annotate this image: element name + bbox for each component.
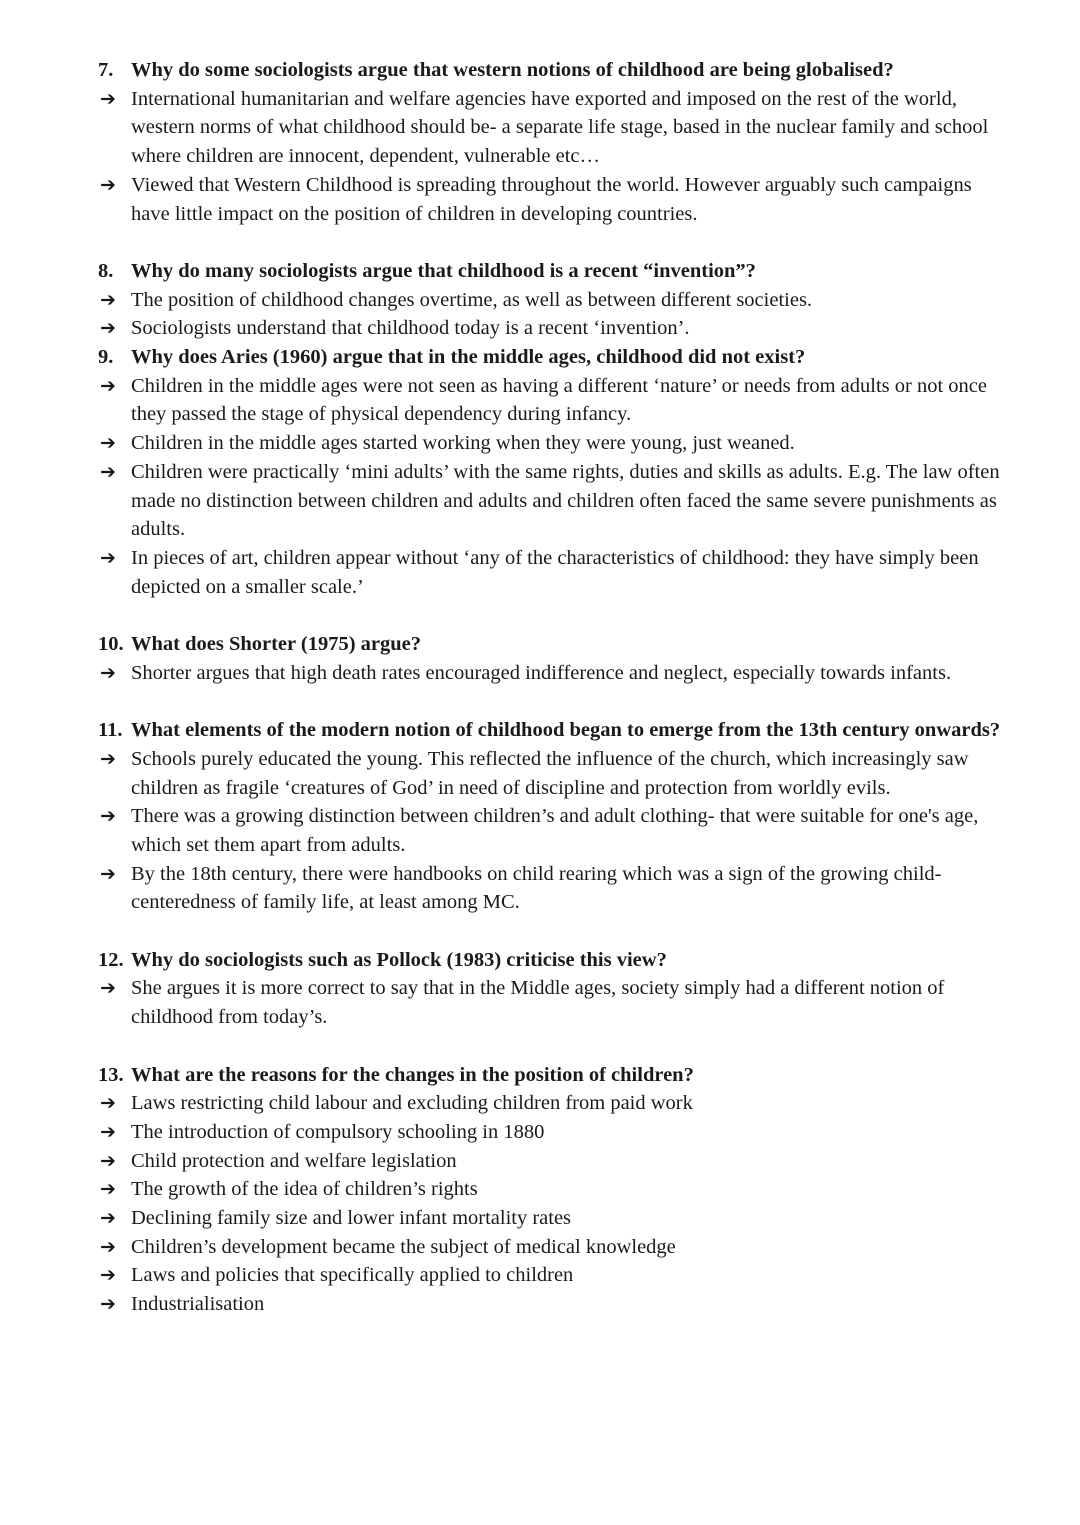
right-arrow-icon: ➔	[100, 87, 116, 110]
right-arrow-icon: ➔	[100, 1092, 116, 1115]
answer-text: The position of childhood changes overtime, as well as between different societies.	[131, 288, 813, 311]
answer-text: Declining family size and lower infant mortality rates	[131, 1207, 572, 1230]
answer-item	[0, 1204, 1080, 1233]
question-12	[0, 946, 1080, 1032]
right-arrow-icon: ➔	[100, 1264, 116, 1287]
answer-item	[0, 1118, 1080, 1147]
question-heading	[0, 946, 1080, 975]
question-text: Why do many sociologists argue that childhood is a recent “invention”?	[131, 259, 756, 282]
answer-text: Children were practically ‘mini adults’ with the same rights, duties and skills as adults. E.g. The law often made no distinction between children and adults and children often faced the same severe punishments as adults.	[131, 460, 1000, 541]
right-arrow-icon: ➔	[100, 1235, 116, 1258]
right-arrow-icon: ➔	[100, 432, 116, 455]
answer-item	[0, 974, 1080, 1031]
answer-item	[0, 429, 1080, 458]
answer-item	[0, 171, 1080, 228]
question-heading	[0, 343, 1080, 372]
right-arrow-icon: ➔	[100, 460, 116, 483]
question-heading	[0, 257, 1080, 286]
answer-item	[0, 1147, 1080, 1176]
question-number: 11.	[98, 719, 123, 742]
answer-text: Schools purely educated the young. This reflected the influence of the church, which increasingly saw children as fragile ‘creatures of God’ in need of discipline and protection from worldly evils.	[131, 747, 969, 799]
answer-text: The growth of the idea of children’s rights	[131, 1178, 478, 1201]
document-page	[0, 56, 1080, 1348]
answer-text: In pieces of art, children appear without ‘any of the characteristics of childhood: they have simply been depicted on a smaller scale.’	[131, 546, 979, 598]
answer-text: Shorter argues that high death rates encouraged indifference and neglect, especially towards infants.	[131, 661, 952, 684]
right-arrow-icon: ➔	[100, 661, 116, 684]
question-number: 7.	[98, 59, 114, 81]
answer-text: Sociologists understand that childhood today is a recent ‘invention’.	[131, 317, 690, 340]
right-arrow-icon: ➔	[100, 1293, 116, 1316]
question-7	[0, 56, 1080, 228]
question-10	[0, 630, 1080, 687]
question-number: 9.	[98, 346, 114, 369]
answer-item	[0, 1089, 1080, 1118]
answer-text: International humanitarian and welfare agencies have exported and imposed on the rest of the world, western norms of what childhood should be- a separate life stage, based in the nuclear family and school where children are innocent, dependent, vulnerable etc…	[131, 87, 989, 168]
answer-item	[0, 458, 1080, 544]
answer-text: Industrialisation	[131, 1293, 265, 1316]
question-9	[0, 343, 1080, 601]
question-heading	[0, 1061, 1080, 1090]
question-text: Why does Aries (1960) argue that in the middle ages, childhood did not exist?	[131, 346, 806, 369]
answer-text: Child protection and welfare legislation	[131, 1149, 457, 1172]
question-text: What are the reasons for the changes in the position of children?	[131, 1063, 694, 1086]
answer-item	[0, 1290, 1080, 1319]
question-number: 8.	[98, 259, 114, 282]
right-arrow-icon: ➔	[100, 1149, 116, 1172]
answer-item	[0, 659, 1080, 688]
answer-text: Viewed that Western Childhood is spreading throughout the world. However arguably such campaigns have little impact on the position of children in developing countries.	[131, 173, 972, 225]
answer-item	[0, 1175, 1080, 1204]
question-number: 13.	[98, 1063, 124, 1086]
question-number: 10.	[98, 633, 124, 656]
right-arrow-icon: ➔	[100, 862, 116, 885]
question-heading	[0, 716, 1080, 745]
answer-text: She argues it is more correct to say that in the Middle ages, society simply had a different notion of childhood from today’s.	[131, 977, 945, 1029]
answer-item	[0, 314, 1080, 343]
right-arrow-icon: ➔	[100, 546, 116, 569]
answer-text: Children in the middle ages started working when they were young, just weaned.	[131, 432, 795, 455]
right-arrow-icon: ➔	[100, 317, 116, 340]
answer-item	[0, 860, 1080, 917]
question-text: What elements of the modern notion of childhood began to emerge from the 13th century onwards?	[131, 719, 1001, 742]
question-text: Why do sociologists such as Pollock (1983) criticise this view?	[131, 948, 667, 971]
answer-text: Children in the middle ages were not seen as having a different ‘nature’ or needs from adults or not once they passed the stage of physical dependency during infancy.	[131, 374, 987, 426]
answer-text: Children’s development became the subject of medical knowledge	[131, 1235, 676, 1258]
question-text: Why do some sociologists argue that western notions of childhood are being globalised?	[131, 59, 894, 81]
right-arrow-icon: ➔	[100, 288, 116, 311]
question-8	[0, 257, 1080, 343]
question-11	[0, 716, 1080, 917]
question-text: What does Shorter (1975) argue?	[131, 633, 422, 656]
right-arrow-icon: ➔	[100, 977, 116, 1000]
answer-text: Laws and policies that specifically applied to children	[131, 1264, 574, 1287]
answer-text: There was a growing distinction between children’s and adult clothing- that were suitable for one's age, which set them apart from adults.	[131, 805, 979, 856]
right-arrow-icon: ➔	[100, 1120, 116, 1143]
question-number: 12.	[98, 948, 124, 971]
answer-item	[0, 1261, 1080, 1290]
answer-text: Laws restricting child labour and excluding children from paid work	[131, 1092, 693, 1115]
answer-text: The introduction of compulsory schooling in 1880	[131, 1120, 545, 1143]
answer-item	[0, 1233, 1080, 1262]
answer-item	[0, 286, 1080, 315]
question-heading	[0, 630, 1080, 659]
question-heading	[0, 56, 1080, 85]
right-arrow-icon: ➔	[100, 805, 116, 828]
answer-item	[0, 372, 1080, 429]
right-arrow-icon: ➔	[100, 1207, 116, 1230]
right-arrow-icon: ➔	[100, 1178, 116, 1201]
answer-item	[0, 802, 1080, 859]
answer-item	[0, 85, 1080, 171]
question-13	[0, 1061, 1080, 1319]
right-arrow-icon: ➔	[100, 747, 116, 770]
answer-text: By the 18th century, there were handbooks on child rearing which was a sign of the growing child-centeredness of family life, at least among MC.	[131, 862, 942, 914]
right-arrow-icon: ➔	[100, 173, 116, 196]
answer-item	[0, 544, 1080, 601]
right-arrow-icon: ➔	[100, 374, 116, 397]
answer-item	[0, 745, 1080, 802]
